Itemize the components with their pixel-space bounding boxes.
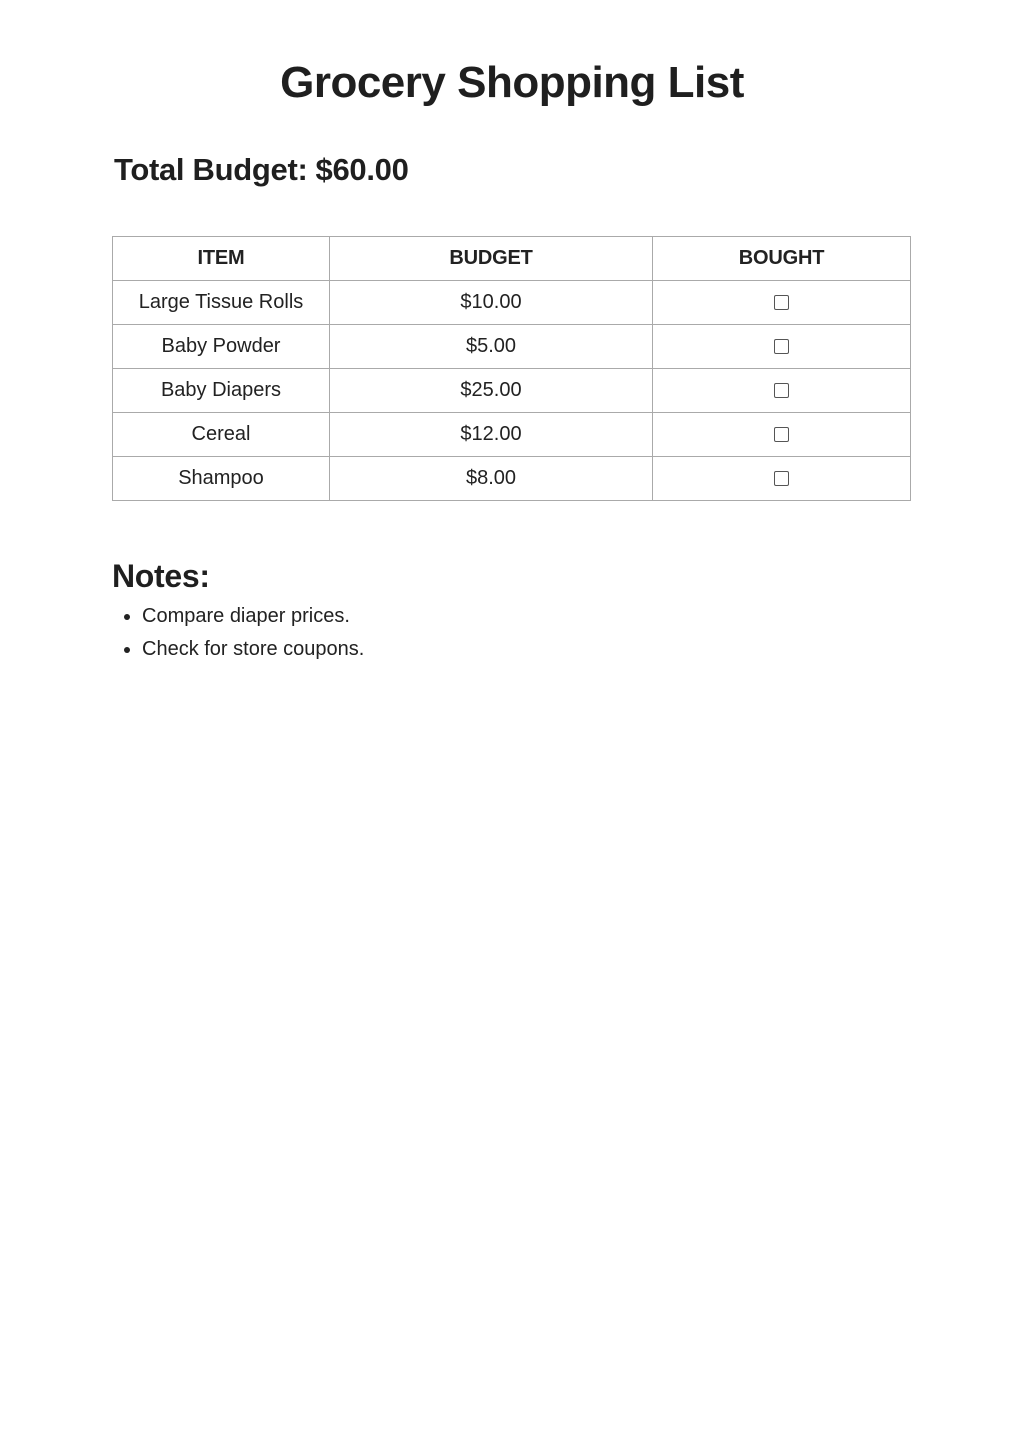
bought-checkbox[interactable] bbox=[774, 339, 789, 354]
bought-cell bbox=[653, 457, 911, 501]
bought-cell bbox=[653, 413, 911, 457]
page-title: Grocery Shopping List bbox=[280, 58, 744, 107]
bought-checkbox[interactable] bbox=[774, 471, 789, 486]
item-cell: Cereal bbox=[113, 413, 330, 457]
list-item: • Compare diaper prices. bbox=[142, 600, 364, 633]
table-header-row bbox=[113, 237, 911, 281]
table-row bbox=[113, 457, 911, 501]
bought-checkbox[interactable] bbox=[774, 427, 789, 442]
list-item: • Check for store coupons. bbox=[142, 633, 364, 666]
budget-cell: $5.00 bbox=[330, 325, 653, 369]
item-cell: Shampoo bbox=[113, 457, 330, 501]
table-row bbox=[113, 369, 911, 413]
total-budget-value: $60.00 bbox=[315, 152, 409, 187]
total-budget-heading bbox=[114, 150, 409, 190]
table-row bbox=[113, 413, 911, 457]
column-header-bought: BOUGHT bbox=[653, 237, 911, 281]
column-header-budget: BUDGET bbox=[330, 237, 653, 281]
total-budget-label: Total Budget: bbox=[114, 152, 308, 187]
item-cell: Large Tissue Rolls bbox=[113, 281, 330, 325]
column-header-item: ITEM bbox=[113, 237, 330, 281]
bought-checkbox[interactable] bbox=[774, 295, 789, 310]
budget-cell: $12.00 bbox=[330, 413, 653, 457]
budget-cell: $10.00 bbox=[330, 281, 653, 325]
budget-cell: $25.00 bbox=[330, 369, 653, 413]
grocery-table bbox=[112, 236, 911, 501]
budget-cell: $8.00 bbox=[330, 457, 653, 501]
table-row bbox=[113, 281, 911, 325]
table-row bbox=[113, 325, 911, 369]
notes-list bbox=[112, 600, 364, 666]
bought-cell bbox=[653, 281, 911, 325]
item-cell: Baby Diapers bbox=[113, 369, 330, 413]
bought-checkbox[interactable] bbox=[774, 383, 789, 398]
bought-cell bbox=[653, 369, 911, 413]
item-cell: Baby Powder bbox=[113, 325, 330, 369]
notes-heading: Notes: bbox=[112, 558, 210, 594]
bought-cell bbox=[653, 325, 911, 369]
